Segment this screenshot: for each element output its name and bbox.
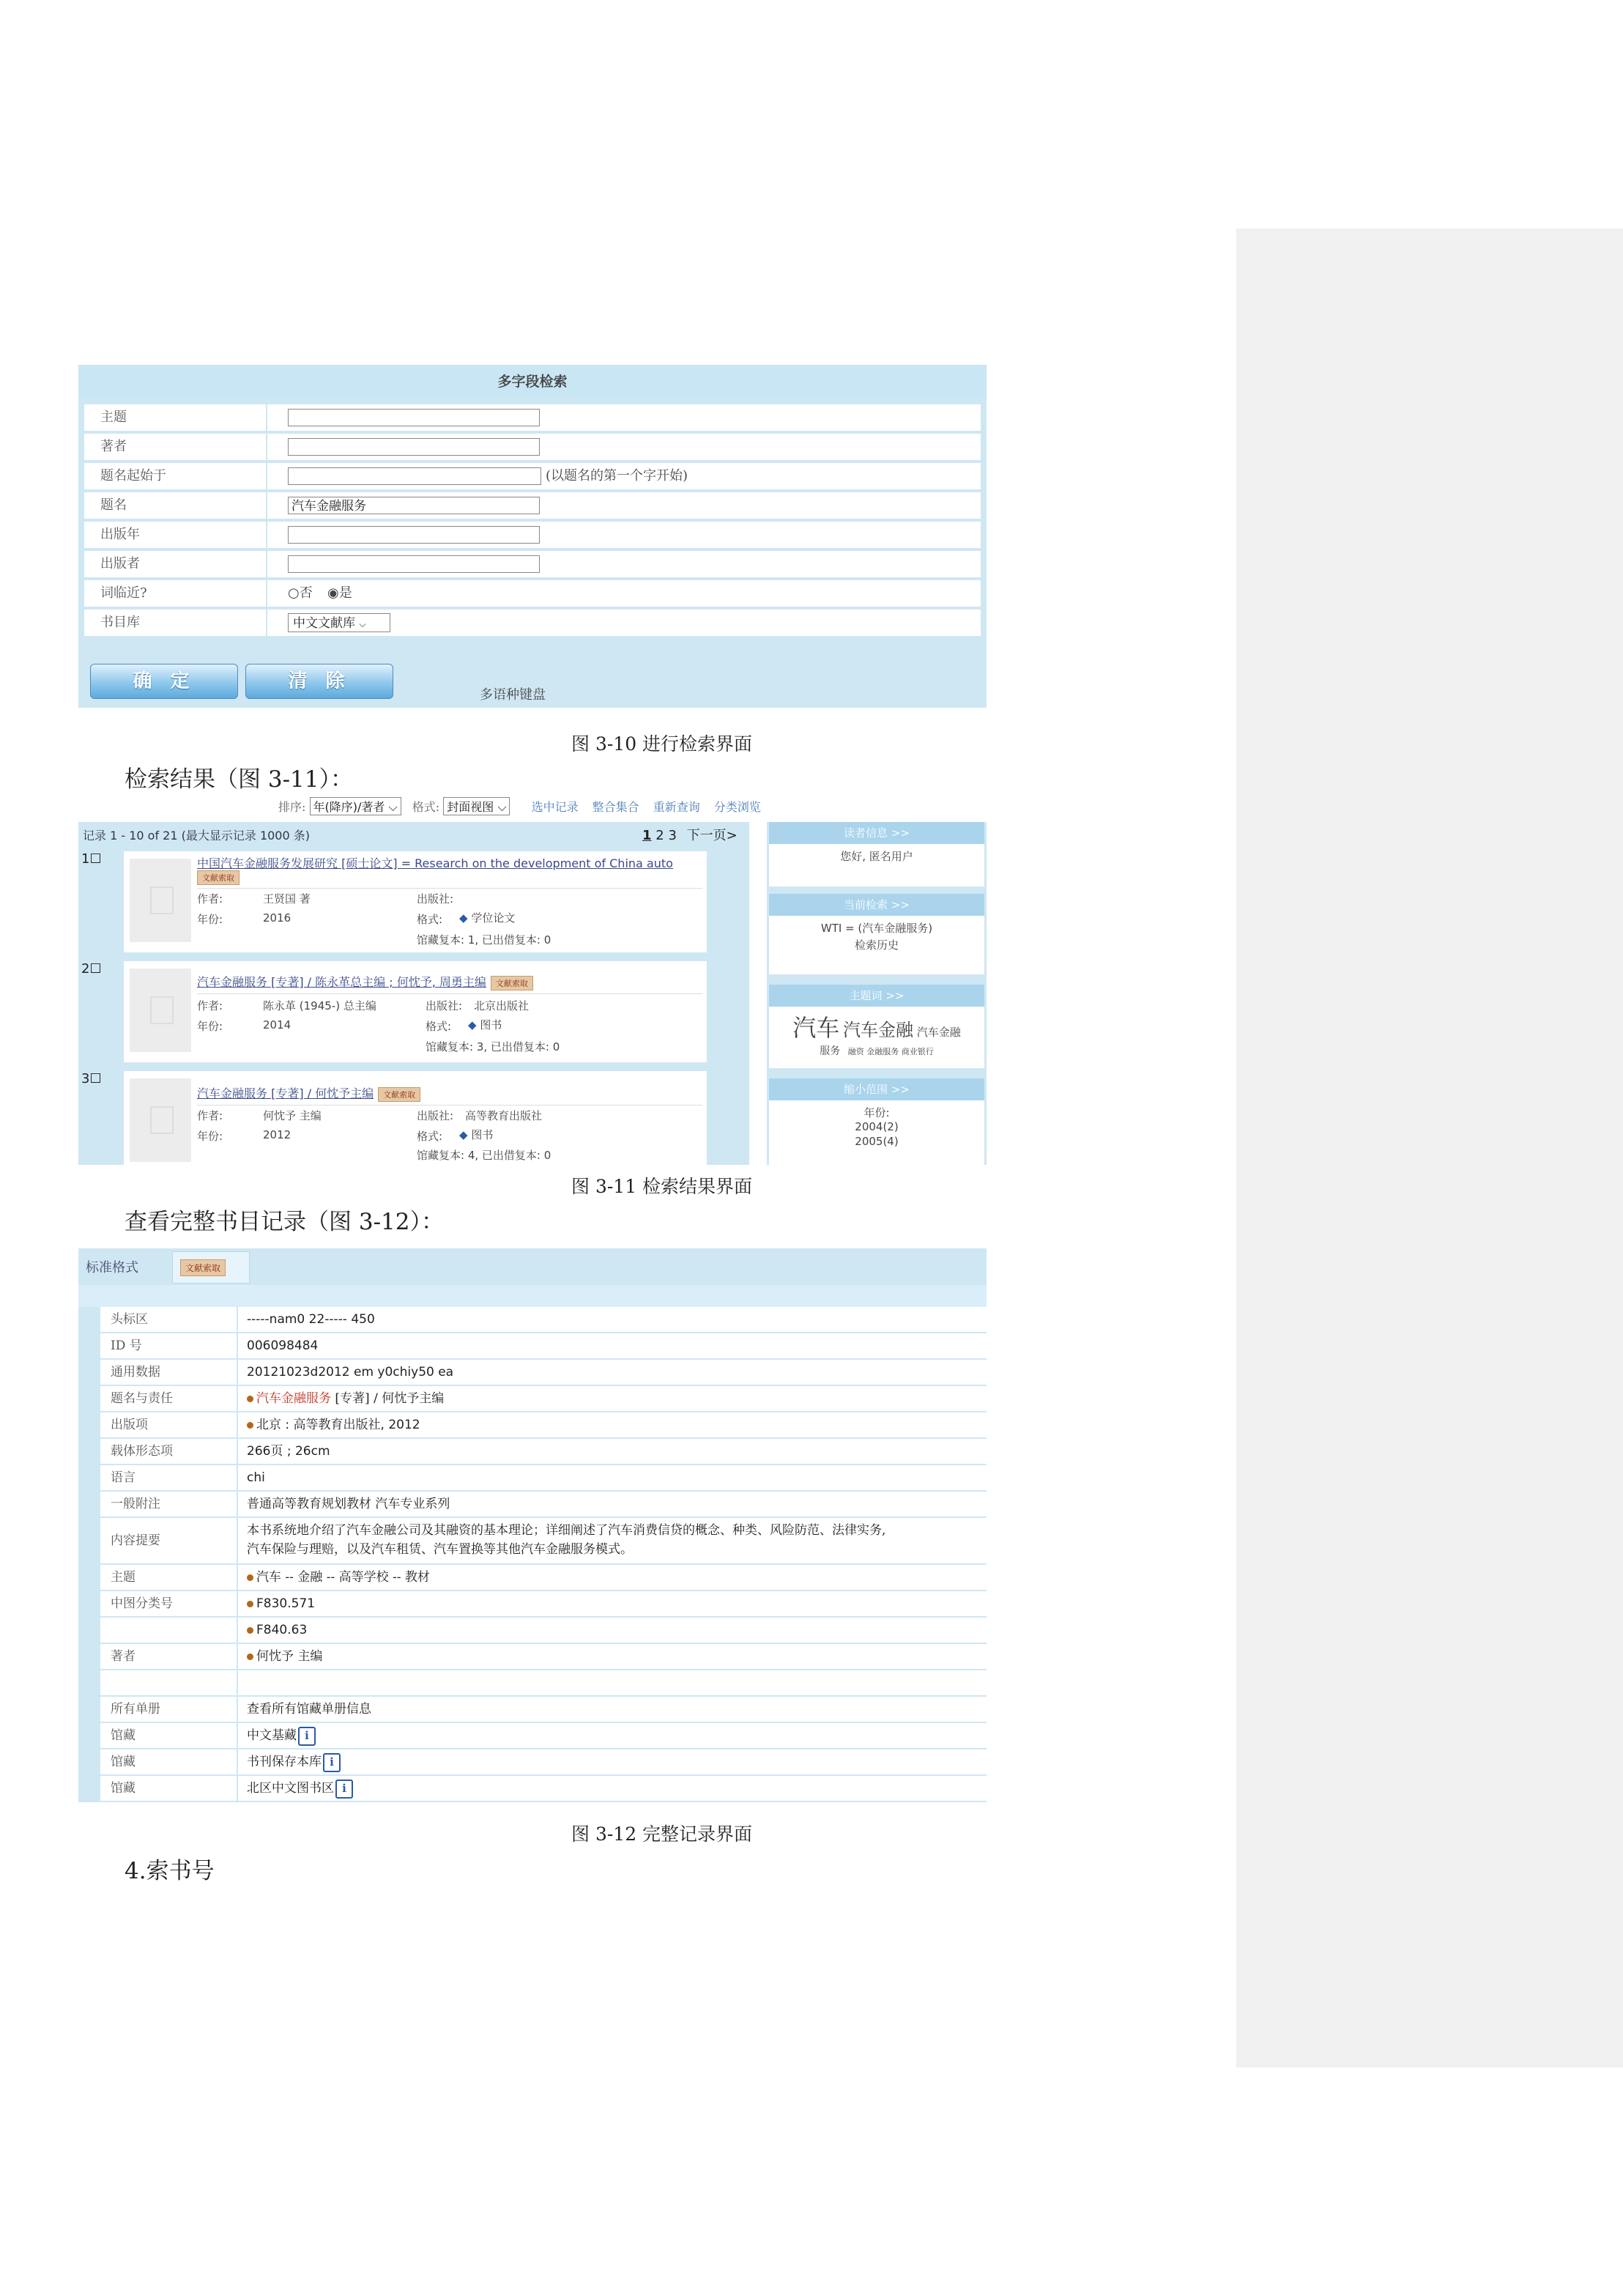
year-facet-label: 年份: <box>864 1106 890 1119</box>
field-value: 汽车金融服务 [专著] / 何忱予主编 <box>247 1386 444 1411</box>
record-title-link[interactable]: 汽车金融服务 [专著] / 何忱予主编 文献索取 <box>197 1084 420 1102</box>
format-label: 格式: <box>412 800 440 814</box>
marc-row <box>100 1465 987 1492</box>
book-icon: ◆ <box>459 911 468 925</box>
chevron-down-icon: ⌵ <box>497 800 507 814</box>
author-value: 何忱予 主编 <box>263 1109 322 1122</box>
record-number: 3☐ <box>81 1071 102 1086</box>
subject-cloud-row <box>769 1043 984 1058</box>
marc-row <box>100 1412 987 1439</box>
results-toolbar <box>278 797 761 815</box>
year-value: 2016 <box>263 911 291 925</box>
record-number: 2☐ <box>81 961 102 977</box>
marc-row <box>100 1360 987 1386</box>
field-label: 书目库 <box>84 610 267 636</box>
field-key: 头标区 <box>111 1312 148 1327</box>
marc-row <box>100 1386 987 1412</box>
year-value: 2012 <box>263 1128 291 1141</box>
ok-button[interactable]: 确 定 <box>90 664 238 699</box>
publisher-input[interactable] <box>288 555 540 573</box>
tab-document-request-label: 文献索取 <box>180 1259 226 1276</box>
holdings-count: 馆藏复本: 1, 已出借复本: 0 <box>417 933 551 947</box>
cover-thumbnail <box>130 859 191 942</box>
sort-select[interactable] <box>310 797 401 815</box>
marc-row <box>100 1644 987 1670</box>
field-label: 主题 <box>84 404 267 431</box>
figure-caption: 图 3-10 进行检索界面 <box>571 733 753 755</box>
format-value: ◆ 图书 <box>468 1018 502 1032</box>
comment-margin-panel <box>1236 229 1623 2067</box>
catalog-select[interactable] <box>288 613 390 632</box>
field-value: 书刊保存本库 i <box>247 1749 341 1774</box>
year-label: 年份: <box>197 1020 223 1033</box>
field-key: 主题 <box>111 1570 135 1585</box>
radio-label: 否 <box>299 585 313 601</box>
publisher-label: 出版社: <box>417 892 454 906</box>
title-starts-hint: (以题名的第一个字开始) <box>546 468 688 484</box>
year-facet-link[interactable]: 2004(2) <box>855 1120 899 1133</box>
year-label: 年份: <box>197 913 223 926</box>
subject-term[interactable]: 汽车 <box>792 1014 840 1042</box>
bullet-icon <box>247 1574 253 1581</box>
field-value: 本书系统地介绍了汽车金融公司及其融资的基本理论；详细阐述了汽车消费信贷的概念、种类、风险防范、法律实务, 汽车保险与理赔，以及汽车租赁、汽车置换等其他汽车金融服务模式。 <box>247 1523 886 1557</box>
author-input[interactable] <box>288 438 540 456</box>
field-label: 题名 <box>84 492 267 519</box>
field-row-title-starts <box>84 463 981 489</box>
sort-label: 排序: <box>278 800 306 814</box>
record-number: 1☐ <box>81 851 102 867</box>
field-value: 何忱予 主编 <box>247 1644 322 1669</box>
multi-field-search-form <box>78 365 987 708</box>
panel-body: 您好, 匿名用户 <box>840 850 913 863</box>
bullet-icon <box>247 1627 253 1634</box>
cover-thumbnail <box>130 1078 191 1162</box>
field-row-catalog <box>84 610 981 636</box>
results-sidebar <box>767 822 987 1165</box>
field-key: 通用数据 <box>111 1365 160 1380</box>
field-row-proximity <box>84 580 981 607</box>
subject-input[interactable] <box>288 409 540 426</box>
record-title-link[interactable]: 汽车金融服务 [专著] / 陈永革总主编 ; 何忱予, 周勇主编 文献索取 <box>197 973 533 990</box>
year-label: 年份: <box>197 1130 223 1143</box>
holdings-count: 馆藏复本: 3, 已出借复本: 0 <box>426 1040 560 1053</box>
marc-row <box>100 1333 987 1360</box>
book-icon: ◆ <box>468 1018 477 1032</box>
multilingual-keyboard-link[interactable]: 多语种键盘 <box>480 687 546 703</box>
field-label: 著者 <box>84 434 267 460</box>
publisher-value: 北京出版社 <box>474 999 530 1012</box>
marc-row <box>100 1618 987 1644</box>
page-current[interactable]: 1 <box>642 828 652 843</box>
field-key: 内容提要 <box>111 1533 160 1548</box>
field-value: chi <box>247 1470 265 1485</box>
field-row-subject <box>84 404 981 431</box>
paragraph-text: 查看完整书目记录（图 3-12）： <box>125 1209 444 1235</box>
field-label: 词临近? <box>84 580 267 607</box>
bullet-icon <box>247 1601 253 1607</box>
sort-value: 年(降序)/著者 <box>313 800 385 814</box>
field-key: 语言 <box>111 1470 135 1485</box>
info-icon[interactable]: i <box>335 1780 353 1799</box>
field-key: 出版项 <box>111 1418 148 1432</box>
panel-title[interactable]: 主题词 >> <box>769 985 984 1007</box>
field-value: 20121023d2012 em y0chiy50 ea <box>247 1365 454 1380</box>
pub-year-input[interactable] <box>288 526 540 544</box>
figure-caption: 图 3-12 完整记录界面 <box>571 1823 753 1845</box>
field-key: 所有单册 <box>111 1702 160 1717</box>
current-search-panel <box>769 894 984 974</box>
marc-row <box>100 1749 987 1776</box>
results-list <box>78 822 749 1165</box>
field-key: 馆藏 <box>111 1781 135 1796</box>
bullet-icon <box>247 1422 253 1429</box>
marc-row <box>100 1518 987 1565</box>
current-query: WTI = (汽车金融服务) <box>820 922 933 935</box>
result-record <box>81 851 707 952</box>
title-link[interactable]: 汽车金融服务 <box>256 1391 331 1406</box>
document-request-tag[interactable]: 文献索取 <box>378 1087 420 1102</box>
book-icon: ◆ <box>459 1128 468 1141</box>
publisher-label: 出版社: <box>417 1109 454 1122</box>
proximity-no-radio[interactable]: ○否 <box>288 585 313 601</box>
field-value: 006098484 <box>247 1338 319 1353</box>
publisher-label: 出版社: <box>426 999 463 1012</box>
pager <box>642 825 738 844</box>
proximity-yes-radio[interactable]: ◉是 <box>327 585 352 601</box>
info-icon[interactable]: i <box>298 1727 316 1746</box>
marc-row <box>100 1591 987 1618</box>
document-request-tag[interactable]: 文献索取 <box>491 976 533 990</box>
author-label: 作者: <box>197 999 223 1012</box>
field-label: 出版者 <box>84 551 267 577</box>
field-value: F830.571 <box>247 1591 315 1616</box>
field-value: 北区中文图书区 i <box>247 1776 353 1801</box>
clear-button[interactable]: 清 除 <box>245 664 393 699</box>
subject-term[interactable]: 汽车金融 <box>843 1020 913 1040</box>
title-input[interactable]: 汽车金融服务 <box>288 497 540 514</box>
format-value: ◆ 学位论文 <box>459 911 516 925</box>
field-key: 题名与责任 <box>111 1391 173 1406</box>
field-key: 馆藏 <box>111 1728 135 1743</box>
marc-row <box>100 1670 987 1697</box>
field-row-title <box>84 492 981 519</box>
subject-cloud-row <box>769 1007 984 1043</box>
tab-standard-format[interactable]: 标准格式 <box>86 1260 138 1275</box>
result-record <box>81 961 707 1062</box>
page-links[interactable]: 2 3 <box>655 828 677 843</box>
bullet-icon <box>247 1396 253 1402</box>
search-history-link[interactable]: 检索历史 <box>854 938 899 952</box>
toolbar-link-requery[interactable]: 重新查询 <box>653 800 700 814</box>
subject-cloud-panel <box>769 985 984 1068</box>
subject-term[interactable]: 汽车金融 <box>916 1026 961 1039</box>
catalog-selected-value: 中文文献库 <box>293 616 355 631</box>
author-value: 陈永革 (1945-) 总主编 <box>263 999 376 1012</box>
field-key: 载体形态项 <box>111 1444 173 1459</box>
field-key: 著者 <box>111 1649 135 1664</box>
field-value: 普通高等教育规划教材 汽车专业系列 <box>247 1497 450 1511</box>
panel-title[interactable]: 读者信息 >> <box>769 822 984 844</box>
marc-row <box>100 1307 987 1333</box>
radio-label: 是 <box>338 585 352 601</box>
publisher-value: 高等教育出版社 <box>465 1109 543 1122</box>
tab-document-request[interactable] <box>172 1251 250 1284</box>
all-items-link[interactable]: 查看所有馆藏单册信息 <box>247 1702 371 1717</box>
chevron-down-icon: ⌵ <box>388 800 398 814</box>
cover-thumbnail <box>130 969 191 1052</box>
field-key: 中图分类号 <box>111 1596 173 1611</box>
marc-row <box>100 1492 987 1518</box>
info-icon[interactable]: i <box>323 1753 341 1772</box>
field-label: 出版年 <box>84 522 267 548</box>
field-row-publisher <box>84 551 981 577</box>
subject-term[interactable]: 服务 <box>820 1045 841 1057</box>
subject-term[interactable]: 融资 金融服务 商业银行 <box>847 1047 934 1056</box>
author-value: 王贤国 著 <box>263 892 311 906</box>
form-header: 多字段检索 <box>78 365 987 399</box>
section-heading: 4.索书号 <box>125 1858 215 1884</box>
format-select[interactable] <box>443 797 510 815</box>
format-label: 格式: <box>417 913 443 926</box>
year-value: 2014 <box>263 1018 291 1032</box>
format-value: 封面视图 <box>447 800 494 814</box>
next-page-link[interactable]: 下一页> <box>686 828 738 843</box>
marc-row <box>100 1776 987 1802</box>
reader-info-panel <box>769 822 984 886</box>
record-title-link[interactable]: 中国汽车金融服务发展研究 [硕士论文] = Research on the development of China auto <box>197 856 673 870</box>
format-label: 格式: <box>417 1130 443 1143</box>
bullet-icon <box>247 1654 253 1660</box>
document-request-tag[interactable]: 文献索取 <box>197 870 239 885</box>
toolbar-link-selected[interactable]: 选中记录 <box>531 800 579 814</box>
panel-title[interactable]: 缩小范围 >> <box>769 1078 984 1100</box>
figure-caption: 图 3-11 检索结果界面 <box>571 1176 753 1197</box>
field-key: 一般附注 <box>111 1497 160 1511</box>
marc-row <box>100 1697 987 1723</box>
result-record <box>81 1071 707 1165</box>
search-results-screenshot <box>78 822 987 1165</box>
author-label: 作者: <box>197 1109 223 1122</box>
field-key: 馆藏 <box>111 1755 135 1769</box>
field-value: 中文基藏 i <box>247 1723 316 1748</box>
chevron-down-icon: ⌵ <box>359 619 366 629</box>
field-row-pub-year <box>84 522 981 548</box>
field-value: -----nam0 22----- 450 <box>247 1312 375 1327</box>
narrow-scope-panel <box>769 1078 984 1165</box>
field-value: 266页 ; 26cm <box>247 1444 330 1459</box>
toolbar-link-merge[interactable]: 整合集合 <box>592 800 639 814</box>
field-key: ID 号 <box>111 1338 142 1353</box>
record-tabs <box>78 1248 987 1285</box>
year-facet-link[interactable]: 2005(4) <box>855 1135 899 1148</box>
field-value: 汽车 -- 金融 -- 高等学校 -- 教材 <box>247 1565 430 1590</box>
field-value: F840.63 <box>247 1618 307 1643</box>
holdings-count: 馆藏复本: 4, 已出借复本: 0 <box>417 1149 551 1162</box>
field-label: 题名起始于 <box>84 463 267 489</box>
format-label: 格式: <box>426 1020 452 1033</box>
field-value: 北京 : 高等教育出版社, 2012 <box>247 1412 420 1437</box>
panel-title[interactable]: 当前检索 >> <box>769 894 984 916</box>
format-value: ◆ 图书 <box>459 1128 494 1141</box>
title-starts-input[interactable] <box>288 467 541 485</box>
toolbar-link-browse[interactable]: 分类浏览 <box>713 800 761 814</box>
author-label: 作者: <box>197 892 223 906</box>
full-record-screenshot <box>78 1248 987 1802</box>
field-row-author <box>84 434 981 460</box>
paragraph-text: 检索结果（图 3-11）： <box>125 766 353 793</box>
marc-row <box>100 1723 987 1749</box>
marc-row <box>100 1439 987 1465</box>
result-count: 记录 1 - 10 of 21 (最大显示记录 1000 条) <box>83 829 310 843</box>
marc-row <box>100 1565 987 1591</box>
